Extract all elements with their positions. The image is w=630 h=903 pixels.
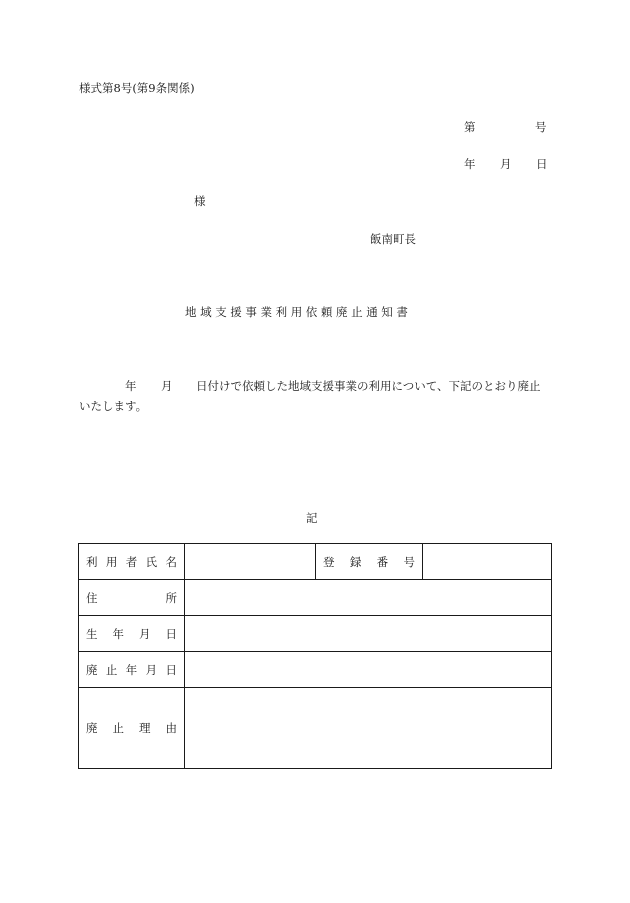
registration-number-field[interactable] xyxy=(423,544,552,580)
date-day-label: 日 xyxy=(536,157,548,171)
cancellation-reason-field[interactable] xyxy=(185,688,552,769)
body-year-label: 年 xyxy=(125,379,137,393)
record-table xyxy=(78,543,552,769)
sender-name: 飯南町長 xyxy=(370,232,416,246)
body-month-label: 月 xyxy=(161,379,173,393)
cancellation-date-field[interactable] xyxy=(185,652,552,688)
date-year-label: 年 xyxy=(464,157,476,171)
ki-heading: 記 xyxy=(306,511,318,525)
birth-date-field[interactable] xyxy=(185,616,552,652)
registration-number-label: 登 録 番 号 xyxy=(323,554,415,569)
birth-date-label-cell xyxy=(79,616,185,652)
registration-number-label-cell xyxy=(316,544,423,580)
addressee-honorific: 様 xyxy=(194,194,206,208)
table-row xyxy=(79,544,552,580)
address-label: 住 所 xyxy=(86,590,177,605)
table-row xyxy=(79,652,552,688)
body-text-line-2: いたします。 xyxy=(79,399,148,413)
user-name-field[interactable] xyxy=(185,544,316,580)
user-name-label: 利 用 者 氏 名 xyxy=(86,554,177,569)
table-row xyxy=(79,688,552,769)
document-title: 地域支援事業利用依頼廃止通知書 xyxy=(185,305,412,319)
table-row xyxy=(79,580,552,616)
body-text-line-1: 日付けで依頼した地域支援事業の利用について、下記のとおり廃止 xyxy=(196,379,541,393)
cancellation-date-label-cell xyxy=(79,652,185,688)
birth-date-label: 生 年 月 日 xyxy=(86,626,177,641)
document-number-label: 第 xyxy=(464,120,476,134)
address-label-cell xyxy=(79,580,185,616)
date-month-label: 月 xyxy=(500,157,512,171)
address-field[interactable] xyxy=(185,580,552,616)
user-name-label-cell xyxy=(79,544,185,580)
cancellation-date-label: 廃 止 年 月 日 xyxy=(86,662,177,677)
table-row xyxy=(79,616,552,652)
cancellation-reason-label: 廃 止 理 由 xyxy=(86,721,177,735)
cancellation-reason-label-cell xyxy=(79,688,185,769)
form-reference: 様式第8号(第9条関係) xyxy=(79,81,195,95)
document-number-suffix: 号 xyxy=(535,120,547,134)
